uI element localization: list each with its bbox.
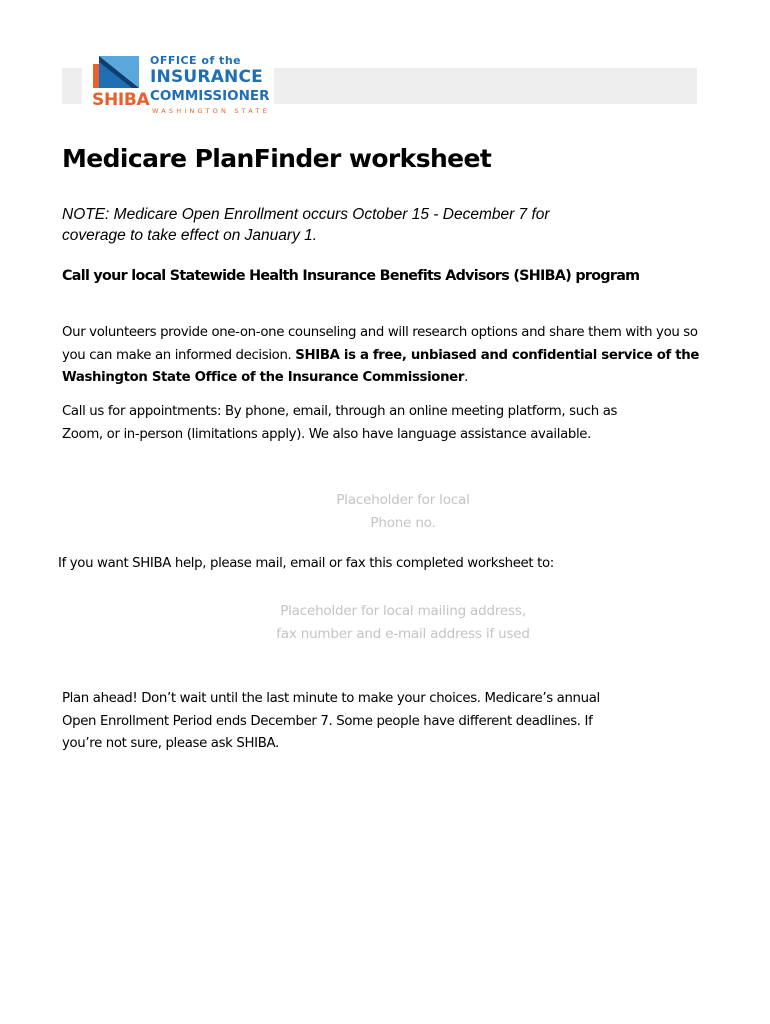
phone-placeholder-line-1: Placeholder for local [336, 492, 470, 508]
address-placeholder [18, 600, 770, 645]
oic-shiba-logo [88, 50, 274, 120]
header-band-left [62, 68, 82, 104]
logo-office-text: OFFICE of the [150, 54, 242, 67]
plan-ahead-line-3: you’re not sure, please ask SHIBA. [62, 736, 279, 751]
note-line-1: NOTE: Medicare Open Enrollment occurs October 15 - December 7 for [62, 206, 550, 223]
call-shiba-heading: Call your local Statewide Health Insurance Benefits Advisors (SHIBA) program [62, 268, 640, 284]
volunteers-end: . [464, 370, 468, 385]
volunteers-bold-text: SHIBA is a free, unbiased and confidential service of the Washington State Office of the Insurance Commissioner [62, 347, 700, 385]
address-placeholder-line-1: Placeholder for local mailing address, [280, 603, 526, 619]
appointments-line-2: Zoom, or in-person (limitations apply). We also have language assistance available. [62, 426, 592, 442]
logo-shiba-text: SHIBA [92, 90, 150, 110]
appointments-paragraph [62, 401, 722, 446]
logo-commissioner-text: COMMISSIONER [150, 88, 270, 104]
logo-state-text: WASHINGTON STATE [152, 107, 270, 115]
volunteers-paragraph [62, 322, 722, 390]
enrollment-note [62, 204, 702, 246]
plan-ahead-paragraph [62, 688, 702, 756]
plan-ahead-line-1: Plan ahead! Don’t wait until the last minute to make your choices. Medicare’s annual [62, 691, 600, 706]
volunteers-text: Our volunteers provide one-on-one counseling and will research options and share them with you so you can make an informed decision. [62, 325, 698, 363]
phone-placeholder [18, 489, 770, 534]
plan-ahead-line-2: Open Enrollment Period ends December 7. Some people have different deadlines. If [62, 713, 593, 729]
page-title: Medicare PlanFinder worksheet [62, 144, 492, 173]
logo-insurance-text: INSURANCE [150, 67, 263, 87]
phone-placeholder-line-2: Phone no. [370, 514, 436, 531]
header-band-right [274, 68, 697, 104]
send-worksheet-instruction: If you want SHIBA help, please mail, email or fax this completed worksheet to: [58, 556, 554, 571]
note-line-2: coverage to take effect on January 1. [62, 227, 318, 244]
appointments-line-1: Call us for appointments: By phone, email, through an online meeting platform, such as [62, 404, 618, 419]
address-placeholder-line-2: fax number and e-mail address if used [276, 625, 530, 642]
